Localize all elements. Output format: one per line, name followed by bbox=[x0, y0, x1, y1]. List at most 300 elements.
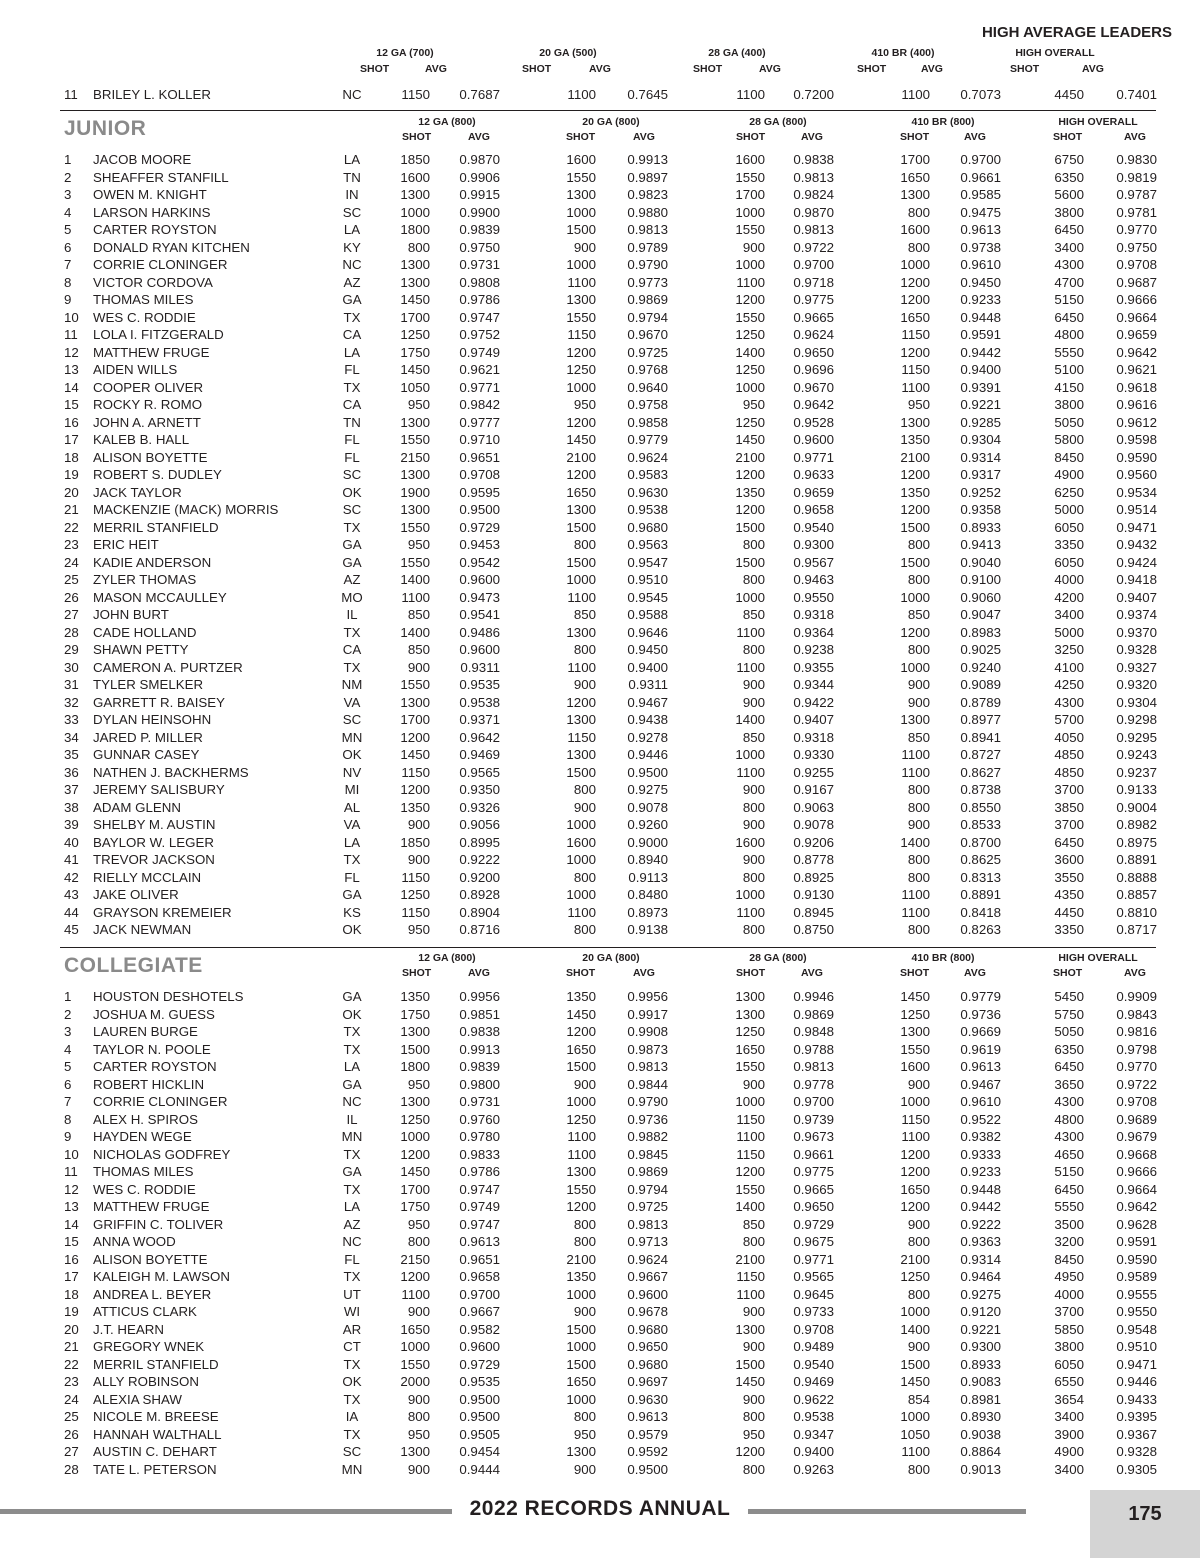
cell-20ga-avg: 0.9680 bbox=[627, 1356, 668, 1372]
cell-name: TAYLOR N. POOLE bbox=[93, 1041, 211, 1057]
cell-rank: 17 bbox=[64, 1269, 79, 1284]
cell-12ga-avg: 0.9642 bbox=[459, 729, 500, 745]
cell-overall-shot: 3650 bbox=[1054, 1076, 1084, 1092]
cell-28ga-avg: 0.9700 bbox=[793, 257, 834, 272]
cell-20ga-avg: 0.9646 bbox=[627, 624, 668, 640]
cell-name: CORRIE CLONINGER bbox=[93, 1094, 228, 1109]
top-table-header bbox=[0, 47, 1200, 77]
cell-overall-shot: 4850 bbox=[1054, 764, 1084, 780]
cell-overall-shot: 8450 bbox=[1054, 1251, 1084, 1267]
cell-20ga-shot: 800 bbox=[573, 1216, 596, 1232]
cell-rank: 33 bbox=[64, 712, 79, 727]
cell-name: HOUSTON DESHOTELS bbox=[93, 989, 244, 1004]
cell-410br-shot: 1500 bbox=[900, 554, 930, 570]
cell-410br-shot: 950 bbox=[907, 397, 930, 412]
shot-header: SHOT bbox=[402, 131, 432, 143]
cell-overall-avg: 0.9433 bbox=[1116, 1391, 1157, 1407]
cell-state: TX bbox=[343, 1269, 361, 1284]
cell-410br-shot: 1150 bbox=[901, 362, 930, 377]
cell-28ga-avg: 0.9633 bbox=[793, 467, 834, 482]
cell-12ga-avg: 0.9786 bbox=[459, 1164, 500, 1179]
cell-overall-shot: 4800 bbox=[1054, 327, 1084, 342]
cell-28ga-shot: 1200 bbox=[735, 467, 765, 482]
cell-rank: 23 bbox=[64, 1374, 79, 1389]
cell-410br-avg: 0.9382 bbox=[960, 1129, 1001, 1144]
cell-state: NC bbox=[342, 1094, 362, 1109]
cell-overall-avg: 0.9004 bbox=[1116, 799, 1157, 815]
cell-20ga-shot: 1550 bbox=[566, 1181, 596, 1197]
cell-410br-avg: 0.8738 bbox=[960, 782, 1001, 797]
cell-rank: 24 bbox=[64, 554, 79, 570]
cell-20ga-avg: 0.9880 bbox=[627, 204, 668, 220]
cell-state: VA bbox=[343, 817, 361, 832]
cell-12ga-avg: 0.9311 bbox=[460, 659, 500, 675]
cell-20ga-avg: 0.9790 bbox=[627, 1094, 668, 1109]
cell-overall-shot: 4450 bbox=[1054, 904, 1084, 920]
cell-410br-avg: 0.9040 bbox=[960, 554, 1001, 570]
table-row bbox=[0, 239, 1200, 257]
cell-20ga-shot: 1200 bbox=[566, 694, 596, 710]
cell-20ga-avg: 0.9579 bbox=[627, 1426, 668, 1442]
cell-28ga-shot: 950 bbox=[742, 1426, 765, 1442]
cell-12ga-avg: 0.9760 bbox=[459, 1111, 500, 1127]
cell-state: IL bbox=[346, 607, 358, 622]
cell-20ga-avg: 0.9624 bbox=[627, 1251, 668, 1267]
cell-12ga-shot: 950 bbox=[407, 397, 430, 412]
cell-410br-shot: 1550 bbox=[900, 1041, 930, 1057]
cell-20ga-shot: 800 bbox=[573, 869, 596, 885]
cell-name: COOPER OLIVER bbox=[93, 379, 204, 395]
table-row bbox=[0, 1093, 1200, 1111]
cell-name: JOHN BURT bbox=[93, 607, 169, 622]
cell-28ga-shot: 1250 bbox=[735, 362, 765, 377]
column-group-header: 12 GA (800) bbox=[418, 116, 476, 128]
cell-name: BRILEY L. KOLLER bbox=[93, 87, 212, 102]
cell-28ga-shot: 1500 bbox=[735, 519, 765, 535]
cell-name: OWEN M. KNIGHT bbox=[93, 187, 207, 202]
cell-28ga-avg: 0.9778 bbox=[793, 1076, 834, 1092]
cell-overall-shot: 5800 bbox=[1054, 432, 1084, 447]
table-row bbox=[0, 886, 1200, 904]
cell-rank: 36 bbox=[64, 764, 79, 780]
shot-header: SHOT bbox=[566, 967, 596, 979]
cell-20ga-shot: 1600 bbox=[566, 834, 596, 850]
shot-header: SHOT bbox=[736, 967, 766, 979]
avg-header: AVG bbox=[425, 63, 447, 75]
cell-20ga-avg: 0.9794 bbox=[627, 309, 668, 325]
cell-rank: 22 bbox=[64, 1356, 79, 1372]
cell-20ga-shot: 800 bbox=[573, 1234, 596, 1249]
junior-table bbox=[0, 151, 1200, 939]
cell-20ga-shot: 1100 bbox=[567, 1129, 596, 1144]
table-row bbox=[0, 1338, 1200, 1356]
cell-28ga-shot: 800 bbox=[742, 1234, 765, 1249]
cell-name: ROCKY R. ROMO bbox=[93, 397, 203, 412]
cell-410br-avg: 0.9738 bbox=[960, 239, 1001, 255]
cell-overall-shot: 4300 bbox=[1054, 1129, 1084, 1144]
cell-name: J.T. HEARN bbox=[93, 1321, 164, 1337]
cell-28ga-avg: 0.9739 bbox=[793, 1111, 834, 1127]
cell-12ga-avg: 0.9613 bbox=[459, 1234, 500, 1249]
cell-20ga-shot: 1100 bbox=[567, 1146, 596, 1162]
cell-28ga-avg: 0.9206 bbox=[793, 834, 834, 850]
shot-header: SHOT bbox=[1053, 967, 1083, 979]
cell-20ga-shot: 1300 bbox=[566, 624, 596, 640]
cell-12ga-shot: 900 bbox=[407, 1461, 430, 1477]
cell-name: CADE HOLLAND bbox=[93, 624, 197, 640]
cell-overall-shot: 3654 bbox=[1054, 1391, 1084, 1407]
cell-name: KALEB B. HALL bbox=[93, 432, 190, 447]
table-row bbox=[0, 414, 1200, 432]
cell-410br-shot: 1200 bbox=[900, 344, 930, 360]
cell-state: CA bbox=[342, 642, 362, 657]
cell-28ga-shot: 1200 bbox=[735, 1164, 765, 1179]
cell-410br-shot: 854 bbox=[907, 1391, 930, 1407]
cell-28ga-shot: 800 bbox=[742, 1461, 765, 1477]
cell-20ga-avg: 0.9736 bbox=[627, 1111, 668, 1127]
cell-name: LAUREN BURGE bbox=[93, 1024, 198, 1039]
cell-state: TN bbox=[343, 414, 361, 430]
cell-name: GARRETT R. BAISEY bbox=[93, 694, 226, 710]
cell-28ga-shot: 1250 bbox=[735, 1024, 765, 1039]
cell-overall-shot: 5450 bbox=[1054, 989, 1084, 1004]
cell-overall-shot: 3700 bbox=[1054, 817, 1084, 832]
cell-state: GA bbox=[342, 989, 362, 1004]
table-row bbox=[0, 1146, 1200, 1164]
cell-410br-avg: 0.8313 bbox=[960, 869, 1001, 885]
cell-rank: 27 bbox=[64, 607, 79, 622]
cell-20ga-shot: 1000 bbox=[566, 852, 596, 867]
cell-state: MO bbox=[341, 589, 363, 605]
cell-state: TX bbox=[343, 379, 361, 395]
cell-28ga-shot: 1000 bbox=[735, 887, 765, 902]
cell-name: SHEAFFER STANFILL bbox=[93, 169, 229, 185]
cell-20ga-shot: 1150 bbox=[567, 729, 596, 745]
cell-20ga-shot: 1500 bbox=[566, 1321, 596, 1337]
cell-20ga-shot: 1000 bbox=[566, 1094, 596, 1109]
cell-410br-avg: 0.9467 bbox=[960, 1076, 1001, 1092]
cell-20ga-shot: 1000 bbox=[566, 204, 596, 220]
cell-12ga-shot: 950 bbox=[407, 1216, 430, 1232]
cell-12ga-shot: 1700 bbox=[400, 309, 430, 325]
shot-header: SHOT bbox=[566, 131, 596, 143]
cell-28ga-shot: 1150 bbox=[736, 1111, 765, 1127]
cell-28ga-avg: 0.9624 bbox=[793, 327, 834, 342]
cell-state: TX bbox=[343, 852, 361, 867]
cell-12ga-shot: 1750 bbox=[400, 1006, 430, 1022]
cell-410br-shot: 1300 bbox=[900, 1024, 930, 1039]
cell-12ga-shot: 1700 bbox=[400, 1181, 430, 1197]
cell-410br-avg: 0.9363 bbox=[960, 1234, 1001, 1249]
cell-overall-avg: 0.8888 bbox=[1116, 869, 1157, 885]
cell-state: LA bbox=[343, 834, 361, 850]
cell-28ga-avg: 0.8778 bbox=[793, 852, 834, 867]
cell-name: JEREMY SALISBURY bbox=[93, 782, 225, 797]
cell-overall-avg: 0.9304 bbox=[1116, 694, 1157, 710]
cell-410br-avg: 0.9314 bbox=[960, 1251, 1001, 1267]
cell-12ga-shot: 1600 bbox=[400, 169, 430, 185]
cell-name: JAKE OLIVER bbox=[93, 887, 179, 902]
cell-20ga-shot: 1200 bbox=[566, 1199, 596, 1214]
cell-12ga-shot: 1000 bbox=[400, 1129, 430, 1144]
cell-name: MACKENZIE (MACK) MORRIS bbox=[93, 502, 279, 517]
cell-state: KS bbox=[343, 904, 361, 920]
cell-20ga-shot: 1300 bbox=[566, 187, 596, 202]
cell-410br-avg: 0.9585 bbox=[960, 187, 1001, 202]
table-row bbox=[0, 729, 1200, 747]
cell-overall-shot: 5550 bbox=[1054, 344, 1084, 360]
cell-overall-shot: 3600 bbox=[1054, 852, 1084, 867]
cell-12ga-shot: 1450 bbox=[400, 747, 430, 762]
cell-rank: 4 bbox=[64, 1041, 72, 1057]
cell-410br-shot: 1150 bbox=[901, 327, 930, 342]
cell-12ga-avg: 0.9651 bbox=[459, 449, 500, 465]
cell-overall-shot: 4300 bbox=[1054, 694, 1084, 710]
cell-rank: 18 bbox=[64, 1286, 79, 1302]
column-group-header: 410 BR (800) bbox=[911, 116, 975, 128]
cell-overall-avg: 0.9616 bbox=[1116, 397, 1157, 412]
cell-28ga-shot: 1400 bbox=[735, 1199, 765, 1214]
avg-header: AVG bbox=[633, 967, 655, 979]
cell-rank: 35 bbox=[64, 747, 79, 762]
cell-name: CARTER ROYSTON bbox=[93, 222, 217, 237]
cell-20ga-avg: 0.9446 bbox=[627, 747, 668, 762]
cell-20ga-shot: 950 bbox=[573, 1426, 596, 1442]
cell-410br-shot: 1100 bbox=[901, 764, 930, 780]
cell-28ga-shot: 1000 bbox=[735, 747, 765, 762]
cell-state: FL bbox=[344, 1251, 360, 1267]
cell-410br-avg: 0.9669 bbox=[960, 1024, 1001, 1039]
cell-410br-avg: 0.9464 bbox=[960, 1269, 1001, 1284]
cell-12ga-avg: 0.9541 bbox=[459, 607, 500, 622]
cell-overall-shot: 5700 bbox=[1054, 712, 1084, 727]
cell-overall-avg: 0.9781 bbox=[1116, 204, 1157, 220]
cell-12ga-shot: 1550 bbox=[400, 677, 430, 692]
cell-12ga-shot: 1100 bbox=[401, 1286, 430, 1302]
cell-28ga-avg: 0.9870 bbox=[793, 204, 834, 220]
table-row bbox=[0, 484, 1200, 502]
cell-28ga-avg: 0.9167 bbox=[793, 782, 834, 797]
cell-20ga-shot: 1500 bbox=[566, 554, 596, 570]
cell-28ga-avg: 0.9645 bbox=[793, 1286, 834, 1302]
cell-20ga-avg: 0.9624 bbox=[627, 449, 668, 465]
footer-rule-left bbox=[0, 1509, 452, 1514]
cell-410br-shot: 800 bbox=[907, 852, 930, 867]
cell-20ga-avg: 0.9917 bbox=[627, 1006, 668, 1022]
cell-20ga-avg: 0.9813 bbox=[627, 1216, 668, 1232]
cell-410br-shot: 1200 bbox=[900, 274, 930, 290]
cell-20ga-avg: 0.9438 bbox=[627, 712, 668, 727]
cell-overall-avg: 0.9722 bbox=[1116, 1076, 1157, 1092]
cell-state: NM bbox=[341, 677, 363, 692]
cell-12ga-shot: 900 bbox=[407, 659, 430, 675]
cell-28ga-shot: 1500 bbox=[735, 554, 765, 570]
cell-12ga-avg: 0.9749 bbox=[459, 1199, 500, 1214]
cell-overall-avg: 0.9424 bbox=[1116, 554, 1157, 570]
cell-name: WES C. RODDIE bbox=[93, 1181, 196, 1197]
cell-overall-shot: 6450 bbox=[1054, 309, 1084, 325]
cell-410br-avg: 0.9304 bbox=[960, 432, 1001, 447]
cell-20ga-shot: 1500 bbox=[566, 1059, 596, 1074]
cell-name: GUNNAR CASEY bbox=[93, 747, 200, 762]
table-row bbox=[0, 186, 1200, 204]
cell-20ga-shot: 1650 bbox=[566, 1041, 596, 1057]
cell-28ga-shot: 1550 bbox=[735, 1059, 765, 1074]
cell-overall-shot: 5750 bbox=[1054, 1006, 1084, 1022]
column-group-header: HIGH OVERALL bbox=[1058, 952, 1138, 964]
cell-state: MI bbox=[344, 782, 360, 797]
cell-12ga-shot: 1550 bbox=[400, 1356, 430, 1372]
cell-28ga-avg: 0.9355 bbox=[793, 659, 834, 675]
cell-410br-avg: 0.9400 bbox=[960, 362, 1001, 377]
cell-410br-avg: 0.9025 bbox=[960, 642, 1001, 657]
cell-28ga-shot: 800 bbox=[742, 537, 765, 552]
column-group-header: 410 BR (800) bbox=[911, 952, 975, 964]
cell-state: AL bbox=[343, 799, 361, 815]
cell-28ga-shot: 1100 bbox=[736, 1129, 765, 1144]
cell-28ga-shot: 900 bbox=[742, 1076, 765, 1092]
cell-20ga-shot: 1350 bbox=[566, 1269, 596, 1284]
cell-rank: 32 bbox=[64, 694, 79, 710]
cell-12ga-avg: 0.9870 bbox=[459, 152, 500, 167]
table-row bbox=[0, 1041, 1200, 1059]
cell-410br-avg: 0.9333 bbox=[960, 1146, 1001, 1162]
cell-rank: 21 bbox=[64, 502, 79, 517]
cell-410br-shot: 1400 bbox=[900, 1321, 930, 1337]
cell-12ga-avg: 0.9056 bbox=[459, 817, 500, 832]
cell-12ga-shot: 950 bbox=[407, 1426, 430, 1442]
cell-rank: 40 bbox=[64, 834, 79, 850]
cell-name: ERIC HEIT bbox=[93, 537, 159, 552]
cell-410br-shot: 1100 bbox=[901, 747, 930, 762]
cell-rank: 5 bbox=[64, 1059, 72, 1074]
cell-12ga-shot: 1250 bbox=[400, 887, 430, 902]
cell-name: JOHN A. ARNETT bbox=[93, 414, 201, 430]
cell-overall-shot: 5000 bbox=[1054, 502, 1084, 517]
cell-name: THOMAS MILES bbox=[93, 292, 194, 307]
cell-20ga-avg: 0.9400 bbox=[627, 659, 668, 675]
cell-overall-shot: 5000 bbox=[1054, 624, 1084, 640]
cell-12ga-shot: 800 bbox=[407, 1409, 430, 1424]
cell-overall-avg: 0.9708 bbox=[1116, 257, 1157, 272]
cell-12ga-avg: 0.9444 bbox=[459, 1461, 500, 1477]
shot-header: SHOT bbox=[1010, 63, 1040, 75]
cell-410br-avg: 0.8930 bbox=[960, 1409, 1001, 1424]
cell-410br-shot: 800 bbox=[907, 782, 930, 797]
cell-410br-shot: 900 bbox=[907, 1216, 930, 1232]
cell-state: AZ bbox=[343, 1216, 361, 1232]
cell-name: ZYLER THOMAS bbox=[93, 572, 197, 587]
cell-28ga-shot: 850 bbox=[742, 729, 765, 745]
cell-12ga-avg: 0.7687 bbox=[459, 87, 500, 102]
cell-28ga-shot: 1400 bbox=[735, 344, 765, 360]
cell-12ga-avg: 0.9833 bbox=[459, 1146, 500, 1162]
cell-overall-shot: 4450 bbox=[1054, 87, 1084, 102]
avg-header: AVG bbox=[589, 63, 611, 75]
cell-overall-avg: 0.9555 bbox=[1116, 1286, 1157, 1302]
cell-12ga-shot: 800 bbox=[407, 239, 430, 255]
cell-12ga-avg: 0.9752 bbox=[459, 327, 500, 342]
cell-12ga-shot: 1700 bbox=[400, 712, 430, 727]
cell-rank: 3 bbox=[64, 187, 72, 202]
cell-overall-shot: 6250 bbox=[1054, 484, 1084, 500]
table-row bbox=[0, 1426, 1200, 1444]
avg-header: AVG bbox=[1124, 967, 1146, 979]
table-row bbox=[0, 519, 1200, 537]
cell-name: JOSHUA M. GUESS bbox=[93, 1006, 215, 1022]
cell-410br-shot: 900 bbox=[907, 1339, 930, 1354]
table-row bbox=[0, 466, 1200, 484]
cell-rank: 8 bbox=[64, 1111, 72, 1127]
cell-overall-avg: 0.9446 bbox=[1116, 1374, 1157, 1389]
cell-410br-shot: 800 bbox=[907, 572, 930, 587]
cell-12ga-shot: 1000 bbox=[400, 204, 430, 220]
cell-rank: 43 bbox=[64, 887, 79, 902]
cell-state: TX bbox=[343, 659, 361, 675]
cell-28ga-shot: 1000 bbox=[735, 257, 765, 272]
cell-state: OK bbox=[342, 922, 362, 937]
cell-rank: 2 bbox=[64, 169, 72, 185]
footer-rule-right bbox=[748, 1509, 1026, 1514]
cell-20ga-shot: 1300 bbox=[566, 712, 596, 727]
cell-overall-shot: 3850 bbox=[1054, 799, 1084, 815]
cell-overall-shot: 5050 bbox=[1054, 414, 1084, 430]
cell-20ga-avg: 0.9773 bbox=[627, 274, 668, 290]
cell-410br-shot: 1650 bbox=[900, 309, 930, 325]
cell-28ga-avg: 0.9813 bbox=[793, 222, 834, 237]
cell-410br-shot: 1200 bbox=[900, 292, 930, 307]
cell-rank: 18 bbox=[64, 449, 79, 465]
cell-rank: 16 bbox=[64, 1251, 79, 1267]
cell-12ga-shot: 1500 bbox=[400, 1041, 430, 1057]
cell-overall-avg: 0.9642 bbox=[1116, 1199, 1157, 1214]
avg-header: AVG bbox=[964, 967, 986, 979]
cell-overall-avg: 0.9659 bbox=[1116, 327, 1157, 342]
table-row bbox=[0, 676, 1200, 694]
cell-rank: 9 bbox=[64, 292, 72, 307]
cell-12ga-avg: 0.9750 bbox=[459, 239, 500, 255]
cell-28ga-shot: 1550 bbox=[735, 222, 765, 237]
cell-state: UT bbox=[343, 1286, 361, 1302]
cell-state: SC bbox=[342, 204, 362, 220]
cell-28ga-avg: 0.9775 bbox=[793, 292, 834, 307]
cell-20ga-shot: 1300 bbox=[566, 747, 596, 762]
cell-410br-shot: 1350 bbox=[900, 484, 930, 500]
cell-28ga-avg: 0.9063 bbox=[793, 799, 834, 815]
cell-overall-avg: 0.9770 bbox=[1116, 1059, 1157, 1074]
cell-410br-avg: 0.9314 bbox=[960, 449, 1001, 465]
cell-20ga-avg: 0.9670 bbox=[627, 327, 668, 342]
cell-410br-shot: 1200 bbox=[900, 1164, 930, 1179]
cell-12ga-shot: 1300 bbox=[400, 1094, 430, 1109]
cell-28ga-shot: 800 bbox=[742, 869, 765, 885]
cell-overall-shot: 5550 bbox=[1054, 1199, 1084, 1214]
cell-overall-avg: 0.9689 bbox=[1116, 1111, 1157, 1127]
cell-name: KALEIGH M. LAWSON bbox=[93, 1269, 230, 1284]
table-row bbox=[0, 1216, 1200, 1234]
table-row bbox=[0, 1006, 1200, 1024]
cell-overall-shot: 6050 bbox=[1054, 554, 1084, 570]
cell-state: KY bbox=[343, 239, 361, 255]
cell-20ga-shot: 1250 bbox=[566, 1111, 596, 1127]
cell-20ga-shot: 1100 bbox=[567, 904, 596, 920]
cell-state: MN bbox=[341, 1461, 363, 1477]
cell-rank: 8 bbox=[64, 274, 72, 290]
cell-overall-shot: 3400 bbox=[1054, 1461, 1084, 1477]
avg-header: AVG bbox=[1082, 63, 1104, 75]
table-row bbox=[0, 86, 1200, 104]
cell-state: AZ bbox=[343, 572, 361, 587]
